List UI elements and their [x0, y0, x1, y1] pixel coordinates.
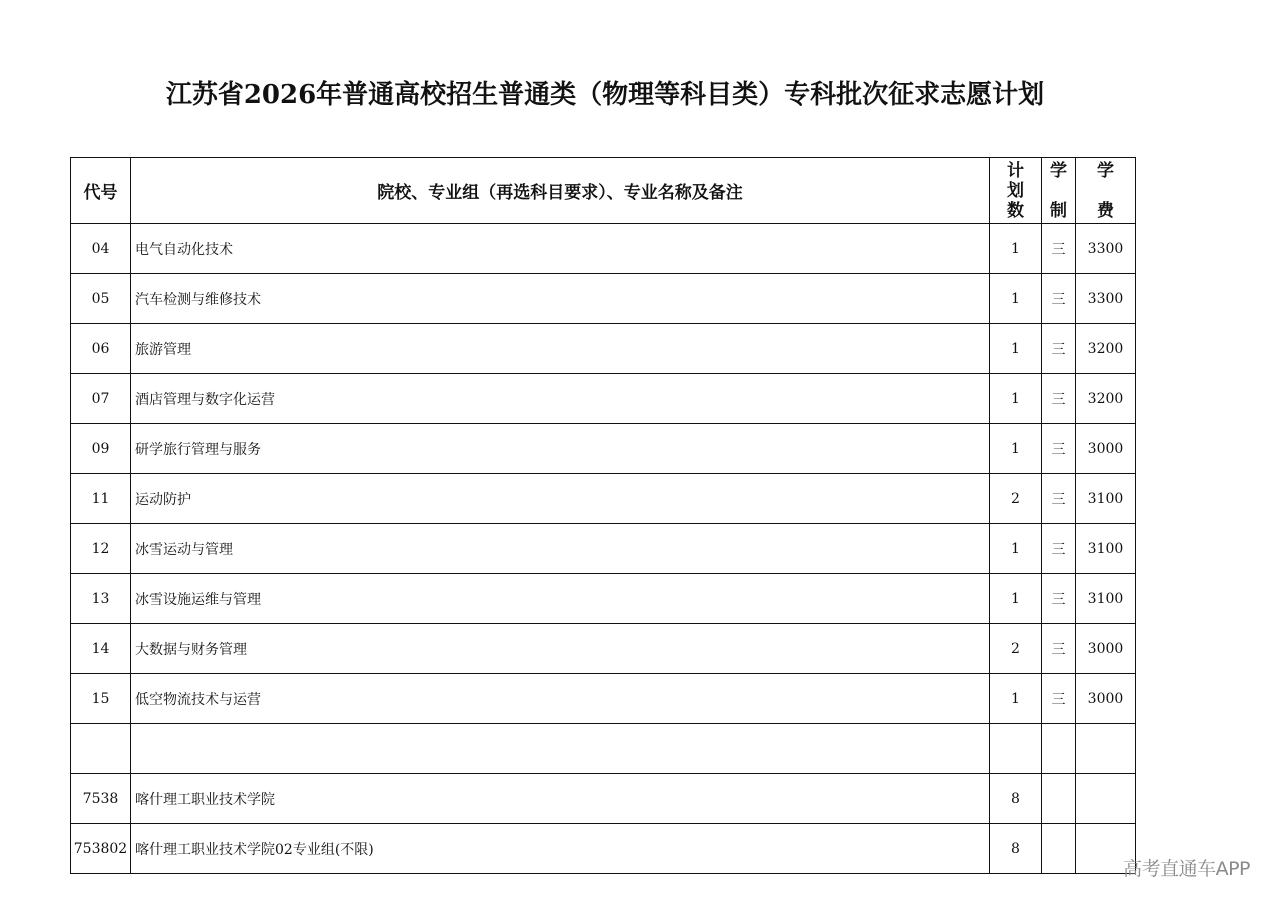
cell-name — [131, 724, 990, 774]
cell-system: 三 — [1042, 574, 1076, 624]
header-fee-char: 费 — [1097, 200, 1114, 221]
table-row — [71, 424, 1136, 474]
cell-name: 低空物流技术与运营 — [131, 674, 990, 724]
page-title: 江苏省2026年普通高校招生普通类（物理等科目类）专科批次征求志愿计划 — [165, 80, 1045, 110]
cell-plan — [990, 724, 1042, 774]
header-name: 院校、专业组（再选科目要求）、专业名称及备注 — [131, 158, 990, 224]
cell-system: 三 — [1042, 624, 1076, 674]
cell-name: 运动防护 — [131, 474, 990, 524]
table-row — [71, 274, 1136, 324]
table-row — [71, 574, 1136, 624]
cell-fee — [1076, 724, 1136, 774]
cell-system — [1042, 724, 1076, 774]
table-row — [71, 224, 1136, 274]
cell-fee: 3000 — [1076, 674, 1136, 724]
cell-fee: 3000 — [1076, 624, 1136, 674]
cell-system — [1042, 774, 1076, 824]
cell-plan: 1 — [990, 374, 1042, 424]
cell-code: 753802 — [71, 824, 131, 874]
cell-name: 大数据与财务管理 — [131, 624, 990, 674]
cell-fee: 3200 — [1076, 324, 1136, 374]
cell-system: 三 — [1042, 224, 1076, 274]
cell-fee: 3100 — [1076, 474, 1136, 524]
cell-plan: 1 — [990, 274, 1042, 324]
cell-name: 研学旅行管理与服务 — [131, 424, 990, 474]
cell-name: 喀什理工职业技术学院02专业组(不限) — [131, 824, 990, 874]
cell-name: 电气自动化技术 — [131, 224, 990, 274]
cell-code: 06 — [71, 324, 131, 374]
table-row-group — [71, 824, 1136, 874]
cell-system: 三 — [1042, 324, 1076, 374]
header-fee-char: 学 — [1097, 160, 1114, 181]
cell-fee: 3200 — [1076, 374, 1136, 424]
table-header-row — [71, 158, 1136, 224]
table-row — [71, 674, 1136, 724]
cell-fee: 3300 — [1076, 224, 1136, 274]
cell-code: 11 — [71, 474, 131, 524]
cell-system: 三 — [1042, 524, 1076, 574]
cell-plan: 1 — [990, 224, 1042, 274]
cell-name: 冰雪设施运维与管理 — [131, 574, 990, 624]
header-system-char: 制 — [1050, 200, 1067, 221]
table-row — [71, 624, 1136, 674]
header-system — [1042, 158, 1076, 224]
cell-name: 酒店管理与数字化运营 — [131, 374, 990, 424]
header-plan-char: 计 — [1007, 160, 1024, 181]
cell-plan: 1 — [990, 324, 1042, 374]
cell-system: 三 — [1042, 424, 1076, 474]
cell-system: 三 — [1042, 674, 1076, 724]
app-watermark: 高考直通车APP — [1123, 858, 1250, 880]
cell-name: 旅游管理 — [131, 324, 990, 374]
cell-fee: 3100 — [1076, 574, 1136, 624]
header-system-char: 学 — [1050, 160, 1067, 181]
cell-code: 15 — [71, 674, 131, 724]
cell-code — [71, 724, 131, 774]
cell-plan: 1 — [990, 674, 1042, 724]
cell-plan: 1 — [990, 524, 1042, 574]
cell-code: 09 — [71, 424, 131, 474]
table-row-empty — [71, 724, 1136, 774]
cell-fee: 3000 — [1076, 424, 1136, 474]
header-fee — [1076, 158, 1136, 224]
cell-system — [1042, 824, 1076, 874]
cell-name: 冰雪运动与管理 — [131, 524, 990, 574]
cell-fee — [1076, 774, 1136, 824]
table-row — [71, 524, 1136, 574]
cell-system: 三 — [1042, 374, 1076, 424]
cell-code: 14 — [71, 624, 131, 674]
enrollment-plan-table — [70, 157, 1136, 874]
cell-code: 12 — [71, 524, 131, 574]
cell-code: 7538 — [71, 774, 131, 824]
table-row — [71, 474, 1136, 524]
cell-system: 三 — [1042, 274, 1076, 324]
cell-name: 喀什理工职业技术学院 — [131, 774, 990, 824]
table-row — [71, 324, 1136, 374]
cell-plan: 2 — [990, 624, 1042, 674]
cell-name: 汽车检测与维修技术 — [131, 274, 990, 324]
header-code: 代号 — [71, 158, 131, 224]
header-plan-char: 数 — [1007, 200, 1024, 221]
cell-plan: 2 — [990, 474, 1042, 524]
header-plan-char: 划 — [1007, 180, 1024, 201]
table-row — [71, 374, 1136, 424]
cell-plan: 8 — [990, 774, 1042, 824]
cell-fee: 3300 — [1076, 274, 1136, 324]
cell-plan: 1 — [990, 574, 1042, 624]
cell-fee: 3100 — [1076, 524, 1136, 574]
table-row-school — [71, 774, 1136, 824]
header-plan — [990, 158, 1042, 224]
cell-code: 07 — [71, 374, 131, 424]
cell-plan: 1 — [990, 424, 1042, 474]
cell-code: 13 — [71, 574, 131, 624]
cell-plan: 8 — [990, 824, 1042, 874]
cell-code: 04 — [71, 224, 131, 274]
cell-code: 05 — [71, 274, 131, 324]
cell-system: 三 — [1042, 474, 1076, 524]
